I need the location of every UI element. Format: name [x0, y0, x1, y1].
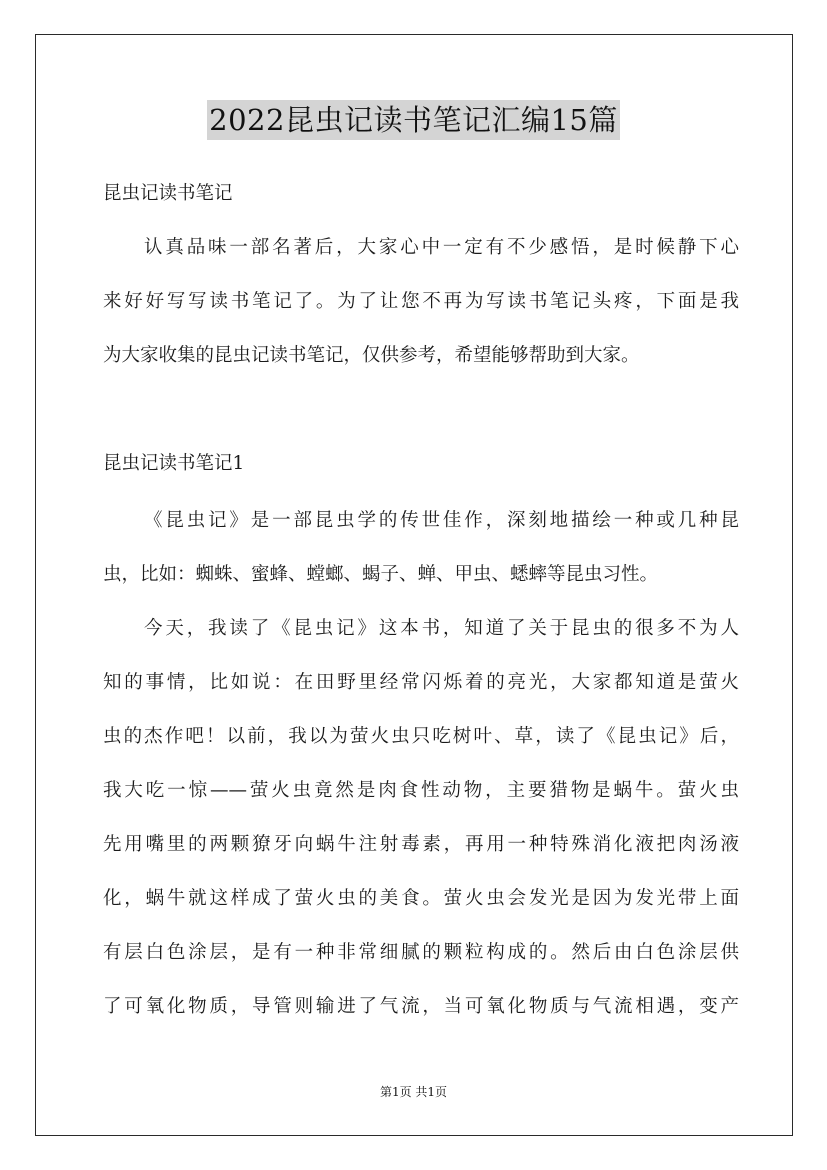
section-heading-note-1: 昆虫记读书笔记1 [103, 453, 245, 474]
paragraph-line: 先用嘴里的两颗獠牙向蜗牛注射毒素，再用一种特殊消化液把肉汤液 [103, 834, 739, 855]
paragraph-line: 今天，我读了《昆虫记》这本书，知道了关于昆虫的很多不为人 [144, 618, 739, 639]
intro-line: 为大家收集的昆虫记读书笔记，仅供参考，希望能够帮助到大家。 [103, 345, 640, 366]
paragraph-line: 了可氧化物质，导管则输进了气流，当可氧化物质与气流相遇，变产 [103, 996, 739, 1017]
paragraph-line: 虫，比如：蜘蛛、蜜蜂、螳螂、蝎子、蝉、甲虫、蟋蟀等昆虫习性。 [103, 564, 659, 585]
page-footer: 第1页 共1页 [379, 1085, 448, 1099]
paragraph-line: 有层白色涂层，是有一种非常细腻的颗粒构成的。然后由白色涂层供 [103, 942, 739, 963]
paragraph-line: 知的事情，比如说：在田野里经常闪烁着的亮光，大家都知道是萤火 [103, 672, 739, 693]
paragraph-line: 我大吃一惊——萤火虫竟然是肉食性动物，主要猎物是蜗牛。萤火虫 [103, 780, 739, 801]
intro-line: 认真品味一部名著后，大家心中一定有不少感悟，是时候静下心 [144, 237, 739, 258]
paragraph-line: 虫的杰作吧！以前，我以为萤火虫只吃树叶、草，读了《昆虫记》后， [103, 726, 739, 747]
intro-line: 来好好写写读书笔记了。为了让您不再为写读书笔记头疼，下面是我 [103, 291, 739, 312]
title-container [0, 100, 827, 140]
paragraph-line: 化，蜗牛就这样成了萤火虫的美食。萤火虫会发光是因为发光带上面 [103, 888, 739, 909]
paragraph-line: 《昆虫记》是一部昆虫学的传世佳作，深刻地描绘一种或几种昆 [144, 510, 739, 531]
document-title: 2022昆虫记读书笔记汇编15篇 [207, 100, 620, 140]
section-heading-intro: 昆虫记读书笔记 [103, 183, 233, 204]
